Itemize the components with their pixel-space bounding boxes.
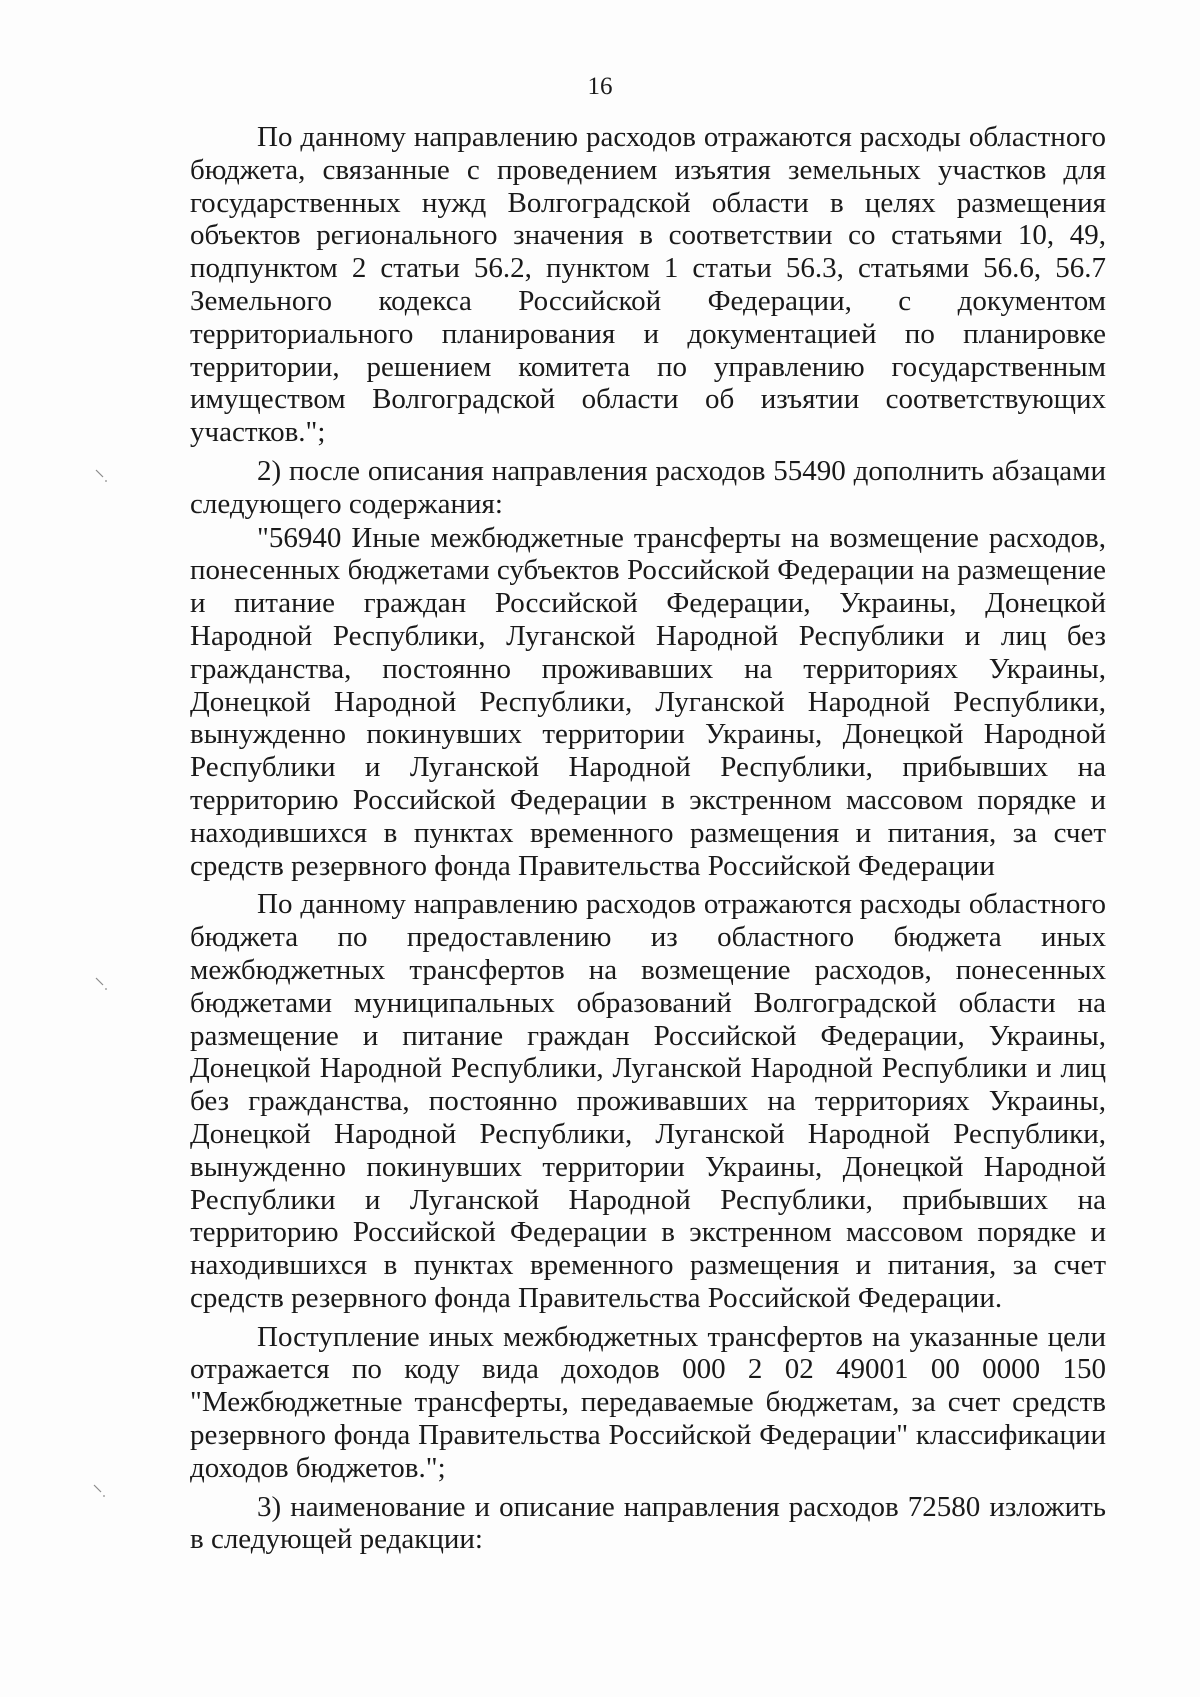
paragraph-item-2: 2) после описания направления расходов 55490 дополнить абзацами следующего содержания: xyxy=(190,454,1106,520)
scan-mark xyxy=(1042,366,1056,382)
scan-mark xyxy=(92,1483,106,1499)
document-body xyxy=(190,121,1106,1557)
paragraph-expense-56940-description: По данному направлению расходов отражаются расходы областного бюджета по предоставлению из областного бюджета иных межбюджетных трансфертов на возмещение расходов, понесенных бюджетами муниципальных образований Волгоградской области на размещение и питание граждан Российской Федерации, Украины, Донецкой Народной Республики, Луганской Народной Республики и лиц без гражданства, постоянно проживавших на территориях Украины, Донецкой Народной Республики, Луганской Народной Республики, вынужденно покинувших территории Украины, Донецкой Народной Республики и Луганской Народной Республики, прибывших на территорию Российской Федерации в экстренном массовом порядке и находившихся в пунктах временного размещения и питания, за счет средств резервного фонда Правительства Российской Федерации. xyxy=(190,888,1106,1314)
scan-mark xyxy=(94,976,108,992)
paragraph-item-3: 3) наименование и описание направления расходов 72580 изложить в следующей редакции: xyxy=(190,1490,1106,1556)
paragraph-land-seizure-description: По данному направлению расходов отражаются расходы областного бюджета, связанные с проведением изъятия земельных участков для государственных нужд Волгоградской области в целях размещения объектов регионального значения в соответствии со статьями 10, 49, подпунктом 2 статьи 56.2, пунктом 1 статьи 56.3, статьями 56.6, 56.7 Земельного кодекса Российской Федерации, с документом территориального планирования и документацией по планировке территории, решением комитета по управлению государственным имуществом Волгоградской области об изъятии соответствующих участков."; xyxy=(190,121,1106,449)
page-number: 16 xyxy=(587,73,613,100)
scan-mark xyxy=(94,468,108,484)
paragraph-revenue-code: Поступление иных межбюджетных трансфертов на указанные цели отражается по коду вида доходов 000 2 02 49001 00 0000 150 "Межбюджетные трансферты, передаваемые бюджетам, за счет средств резервного фонда Правительства Российской Федерации" классификации доходов бюджетов."; xyxy=(190,1320,1106,1484)
paragraph-expense-56940-title: "56940 Иные межбюджетные трансферты на возмещение расходов, понесенных бюджетами субъектов Российской Федерации на размещение и питание граждан Российской Федерации, Украины, Донецкой Народной Республики, Луганской Народной Республики и лиц без гражданства, постоянно проживавших на территориях Украины, Донецкой Народной Республики, Луганской Народной Республики, вынужденно покинувших территории Украины, Донецкой Народной Республики и Луганской Народной Республики, прибывших на территорию Российской Федерации в экстренном массовом порядке и находившихся в пунктах временного размещения и питания, за счет средств резервного фонда Правительства Российской Федерации xyxy=(190,521,1106,882)
